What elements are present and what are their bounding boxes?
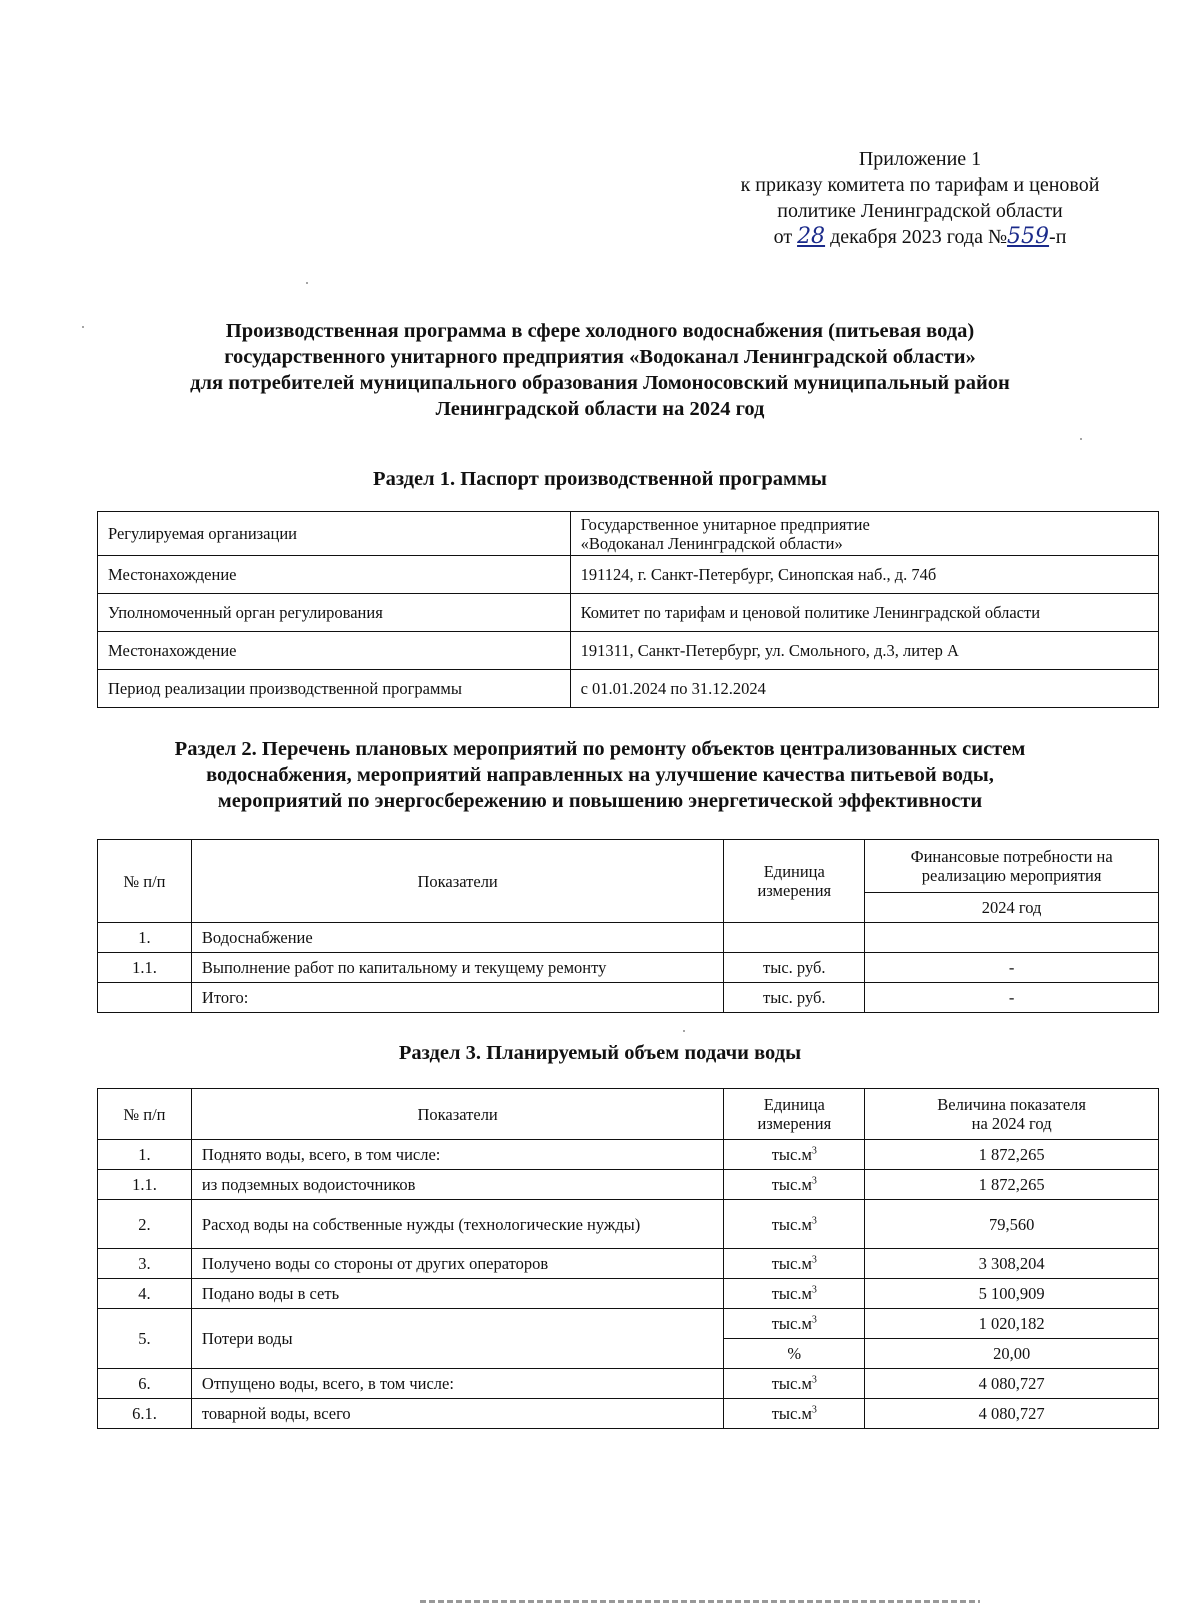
cell-line: Государственное унитарное предприятие — [580, 514, 870, 534]
table-cell — [570, 512, 1158, 556]
row-num: 6. — [98, 1369, 192, 1399]
row-num: 6.1. — [98, 1399, 192, 1429]
row-unit — [724, 1369, 865, 1399]
title-line: для потребителей муниципального образования Ломоносовский муниципальный район — [190, 372, 1010, 394]
unit-exponent: 3 — [811, 1215, 817, 1226]
table-header-row — [98, 1089, 1159, 1140]
table-row — [98, 1279, 1159, 1309]
date-prefix: от — [773, 226, 793, 248]
row-value: - — [865, 983, 1159, 1013]
document-title — [100, 318, 1100, 422]
row-num: 4. — [98, 1279, 192, 1309]
table-cell: Уполномоченный орган регулирования — [98, 594, 571, 632]
appendix-line2: к приказу комитета по тарифам и ценовой — [740, 174, 1100, 196]
row-value: 3 308,204 — [865, 1249, 1159, 1279]
table-row — [98, 632, 1159, 670]
unit-exponent: 3 — [811, 1404, 817, 1416]
header-finance — [865, 840, 1159, 893]
title-line: Производственная программа в сфере холодного водоснабжения (питьевая вода) — [225, 320, 975, 342]
row-unit — [724, 1200, 865, 1249]
unit-text: тыс.м — [771, 1284, 812, 1303]
date-middle: декабря 2023 года № — [830, 226, 1008, 248]
table-row — [98, 1140, 1159, 1170]
header-unit — [724, 1089, 865, 1140]
table-cell: 191311, Санкт-Петербург, ул. Смольного, д.3, литер А — [570, 632, 1158, 670]
table-cell: Местонахождение — [98, 632, 571, 670]
row-unit — [724, 923, 865, 953]
row-num: 1. — [98, 1140, 192, 1170]
header-unit — [724, 840, 865, 923]
table-row — [98, 1249, 1159, 1279]
row-num: 1. — [98, 923, 192, 953]
table-cell: Период реализации производственной программы — [98, 670, 571, 708]
row-value: 1 872,265 — [865, 1140, 1159, 1170]
header-year: 2024 год — [865, 893, 1159, 923]
header-indicator: Показатели — [191, 840, 723, 923]
table-row — [98, 594, 1159, 632]
unit-exponent: 3 — [811, 1284, 817, 1296]
scan-speck — [1080, 438, 1082, 440]
row-indicator: Выполнение работ по капитальному и текущему ремонту — [191, 953, 723, 983]
table-row — [98, 923, 1159, 953]
row-value: 1 020,182 — [865, 1309, 1159, 1339]
cell-line: на 2024 год — [971, 1114, 1052, 1133]
row-indicator: Водоснабжение — [191, 923, 723, 953]
unit-exponent: 3 — [811, 1374, 817, 1386]
row-value: 5 100,909 — [865, 1279, 1159, 1309]
row-unit-percent: % — [724, 1339, 865, 1369]
cell-line: Величина показателя — [937, 1095, 1086, 1114]
table-row — [98, 1369, 1159, 1399]
table-cell: с 01.01.2024 по 31.12.2024 — [570, 670, 1158, 708]
cell-line: «Водоканал Ленинградской области» — [580, 533, 843, 553]
appendix-line3: политике Ленинградской области — [777, 200, 1063, 222]
row-value-percent: 20,00 — [865, 1339, 1159, 1369]
handwritten-day: 28 — [797, 224, 826, 249]
row-num — [98, 983, 192, 1013]
row-value: 4 080,727 — [865, 1399, 1159, 1429]
cell-line: измерения — [757, 881, 832, 900]
scan-speck — [306, 282, 308, 284]
row-indicator: Итого: — [191, 983, 723, 1013]
section3-title: Раздел 3. Планируемый объем подачи воды — [398, 1042, 802, 1064]
order-date-line — [640, 224, 1200, 250]
row-unit: тыс. руб. — [724, 983, 865, 1013]
row-num: 2. — [98, 1200, 192, 1249]
header-num: № п/п — [98, 1089, 192, 1140]
appendix-line1: Приложение 1 — [858, 148, 982, 170]
scan-speck — [82, 326, 84, 328]
row-indicator: Потери воды — [191, 1309, 723, 1369]
appendix-header — [640, 146, 1200, 250]
unit-exponent: 3 — [811, 1254, 817, 1266]
row-unit — [724, 1140, 865, 1170]
unit-exponent: 3 — [811, 1145, 817, 1157]
row-indicator: Отпущено воды, всего, в том числе: — [191, 1369, 723, 1399]
header-indicator: Показатели — [191, 1089, 723, 1140]
unit-text: тыс.м — [771, 1314, 812, 1333]
table-cell: 191124, г. Санкт-Петербург, Синопская наб., д. 74б — [570, 556, 1158, 594]
unit-text: тыс.м — [771, 1175, 812, 1194]
scan-speck — [683, 1030, 685, 1032]
header-value — [865, 1089, 1159, 1140]
row-unit — [724, 1249, 865, 1279]
cell-line: реализацию мероприятия — [921, 866, 1102, 885]
title-line: мероприятий по энергосбережению и повышению энергетической эффективности — [217, 790, 983, 812]
row-indicator: Поднято воды, всего, в том числе: — [191, 1140, 723, 1170]
row-value: 79,560 — [865, 1200, 1159, 1249]
order-suffix: -п — [1049, 226, 1067, 248]
row-value: 4 080,727 — [865, 1369, 1159, 1399]
water-volume-table — [97, 1088, 1159, 1429]
scan-edge — [420, 1600, 980, 1603]
section2-title — [98, 736, 1102, 814]
unit-text: тыс.м — [771, 1145, 812, 1164]
row-num: 1.1. — [98, 953, 192, 983]
table-header-row — [98, 840, 1159, 893]
title-line: Раздел 2. Перечень плановых мероприятий по ремонту объектов централизованных систем — [174, 738, 1026, 760]
table-row — [98, 1170, 1159, 1200]
row-unit — [724, 1399, 865, 1429]
table-row — [98, 670, 1159, 708]
table-row — [98, 953, 1159, 983]
table-row — [98, 1200, 1159, 1249]
unit-text: тыс.м — [771, 1214, 812, 1234]
unit-text: тыс.м — [771, 1374, 812, 1393]
row-unit — [724, 1170, 865, 1200]
measures-table — [97, 839, 1159, 1013]
row-value — [865, 923, 1159, 953]
cell-line: Финансовые потребности на — [910, 847, 1113, 866]
table-row — [98, 512, 1159, 556]
row-indicator: товарной воды, всего — [191, 1399, 723, 1429]
table-row — [98, 1399, 1159, 1429]
cell-line: Единица — [763, 1095, 825, 1114]
row-indicator: из подземных водоисточников — [191, 1170, 723, 1200]
title-line: государственного унитарного предприятия «Водоканал Ленинградской области» — [224, 346, 976, 368]
cell-line: Единица — [763, 862, 825, 881]
table-cell: Местонахождение — [98, 556, 571, 594]
row-unit — [724, 1309, 865, 1339]
table-cell: Регулируемая организации — [98, 512, 571, 556]
row-indicator: Получено воды со стороны от других операторов — [191, 1249, 723, 1279]
cell-line: измерения — [757, 1114, 832, 1133]
section1-title: Раздел 1. Паспорт производственной программы — [373, 468, 827, 490]
row-num: 5. — [98, 1309, 192, 1369]
row-indicator: Расход воды на собственные нужды (технологические нужды) — [191, 1200, 723, 1249]
row-value: 1 872,265 — [865, 1170, 1159, 1200]
table-row — [98, 556, 1159, 594]
unit-exponent: 3 — [811, 1175, 817, 1187]
row-unit — [724, 1279, 865, 1309]
handwritten-order-number: 559 — [1007, 224, 1050, 249]
unit-text: тыс.м — [771, 1404, 812, 1423]
row-num: 3. — [98, 1249, 192, 1279]
unit-text: тыс.м — [771, 1254, 812, 1273]
title-line: Ленинградской области на 2024 год — [435, 398, 765, 420]
passport-table — [97, 511, 1159, 708]
row-unit: тыс. руб. — [724, 953, 865, 983]
row-value: - — [865, 953, 1159, 983]
table-row — [98, 983, 1159, 1013]
header-num: № п/п — [98, 840, 192, 923]
row-indicator: Подано воды в сеть — [191, 1279, 723, 1309]
title-line: водоснабжения, мероприятий направленных на улучшение качества питьевой воды, — [206, 764, 994, 786]
row-num: 1.1. — [98, 1170, 192, 1200]
table-row — [98, 1309, 1159, 1339]
table-cell: Комитет по тарифам и ценовой политике Ленинградской области — [570, 594, 1158, 632]
unit-exponent: 3 — [811, 1314, 817, 1326]
